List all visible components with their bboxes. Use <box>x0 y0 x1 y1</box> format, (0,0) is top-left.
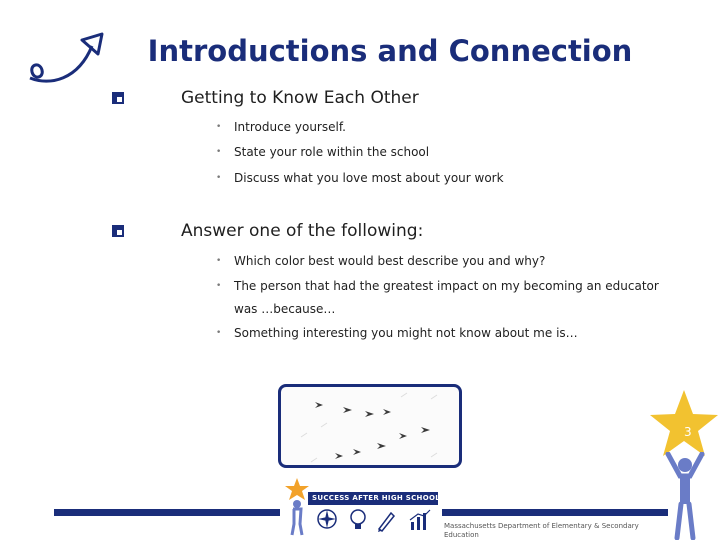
department-line-1: Massachusetts Department of Elementary & Secondary <box>444 522 639 530</box>
checkbox-bullet-icon <box>112 92 124 104</box>
list-item: Discuss what you love most about your work <box>234 171 504 185</box>
bird-icon <box>281 387 459 465</box>
section-heading-1: Getting to Know Each Other <box>181 88 419 108</box>
bullet-dot: • <box>216 328 222 338</box>
page-number: 3 <box>684 425 692 439</box>
list-item: State your role within the school <box>234 145 430 159</box>
bullet-dot: • <box>216 147 222 157</box>
list-item: Which color best would best describe you and why? <box>234 254 546 268</box>
department-line-2: Education <box>444 531 479 539</box>
person-icon <box>662 452 708 540</box>
list-item: The person that had the greatest impact on my becoming an educator <box>234 279 659 293</box>
logo-text: SUCCESS AFTER HIGH SCHOOL <box>312 494 440 502</box>
geese-photo <box>278 384 462 468</box>
footer-bar-left <box>54 509 280 516</box>
list-item: Introduce yourself. <box>234 120 346 134</box>
list-item: Something interesting you might not know about me is… <box>234 326 578 340</box>
circular-arrow-icon <box>20 28 110 88</box>
logo-star-figure-icon <box>284 478 310 536</box>
bullet-dot: • <box>216 173 222 183</box>
bullet-dot: • <box>216 122 222 132</box>
checkbox-bullet-icon <box>112 225 124 237</box>
lightbulb-icon <box>348 508 368 532</box>
compass-icon <box>316 508 338 530</box>
star-icon <box>648 388 720 460</box>
bullet-dot: • <box>216 281 222 291</box>
department-name <box>444 522 664 540</box>
list-item-continuation: was …because… <box>234 302 336 316</box>
section-heading-2: Answer one of the following: <box>181 221 424 241</box>
footer-bar-right <box>442 509 668 516</box>
pen-icon <box>376 508 396 532</box>
chart-icon <box>408 508 432 532</box>
page-title: Introductions and Connection <box>147 34 633 68</box>
bullet-dot: • <box>216 256 222 266</box>
